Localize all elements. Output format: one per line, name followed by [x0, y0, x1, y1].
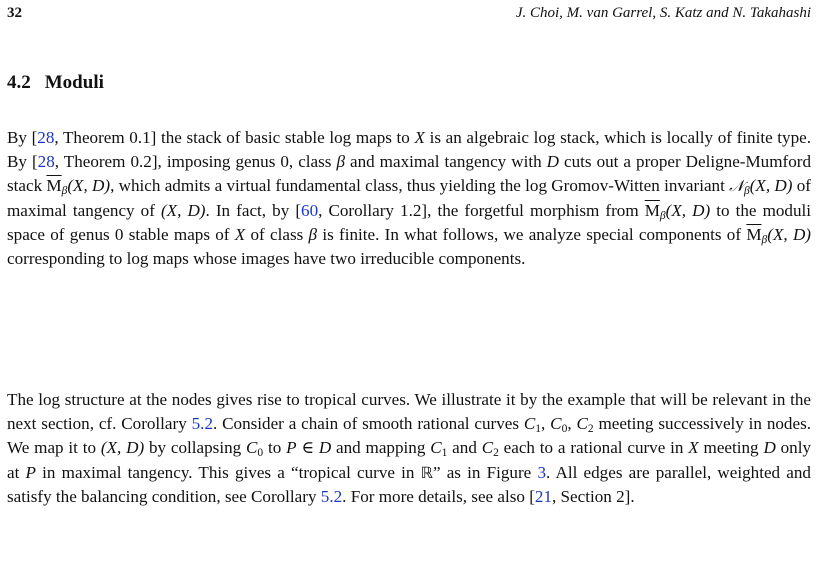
corollary-link[interactable]: 5.2 [320, 486, 343, 506]
math-symbol: (X, D) [665, 200, 711, 220]
math-subscript: 0 [257, 447, 264, 460]
figure-link[interactable]: 3 [537, 462, 546, 482]
text-run: . All edges are parallel, weighted and satisfy the balancing condition, see Corollary [7, 462, 811, 506]
text-run: of class [245, 224, 309, 244]
citation-link[interactable]: 28 [37, 152, 55, 172]
math-operator: ∈ [301, 438, 315, 458]
paragraph-tropical-curves [7, 388, 811, 509]
paragraph-moduli [7, 126, 811, 271]
math-symbol: C [550, 414, 562, 434]
math-symbol: (X, D) [67, 176, 111, 196]
text-run: corresponding to log maps whose images have two irreducible components. [7, 249, 526, 269]
text-run: , Theorem 0.1] the stack of basic stable log maps to [54, 128, 415, 147]
math-punct: , [567, 414, 572, 434]
math-symbol: D [546, 152, 559, 172]
text-run: to the moduli space of genus 0 stable maps of [7, 200, 812, 244]
text-run: and [447, 438, 482, 458]
math-symbol: C [430, 438, 442, 458]
text-run: By [ [7, 128, 38, 147]
math-subscript: β [744, 185, 750, 198]
math-symbol: (X, D) [160, 200, 206, 220]
section-number: 4.2 [7, 72, 31, 93]
text-run: and mapping [331, 438, 431, 458]
citation-link[interactable]: 60 [301, 200, 319, 220]
math-symbol: C [245, 438, 258, 458]
text-run: only at [7, 438, 812, 482]
math-symbol: C [523, 414, 536, 434]
text-run: , which admits a virtual fundamental class, thus yielding the log Gromov-Witten invariant [110, 176, 730, 196]
math-symbol: P [25, 462, 36, 482]
math-symbol: D [318, 438, 332, 458]
math-symbol: (X, D) [100, 438, 145, 458]
corollary-link[interactable]: 5.2 [191, 414, 213, 434]
math-subscript: 2 [493, 447, 499, 460]
running-head [7, 5, 811, 27]
text-run: to [263, 438, 287, 458]
section-title: Moduli [44, 72, 104, 93]
math-punct: , [541, 414, 546, 434]
math-subscript: 0 [561, 423, 568, 436]
text-run: . In fact, by [ [205, 200, 302, 220]
text-run: in maximal tangency. This gives a “tropical curve in [35, 462, 421, 482]
text-run: ” as in Figure [432, 462, 538, 482]
citation-link[interactable]: 21 [534, 486, 552, 506]
text-run: . Consider a chain of smooth rational curves [213, 414, 524, 434]
math-symbol: C [576, 414, 588, 434]
text-run: , Corollary 1.2], the forgetful morphism from [318, 200, 645, 220]
math-subscript: 1 [441, 447, 448, 460]
math-symbol: (X, D) [767, 224, 812, 244]
math-subscript: 2 [587, 423, 594, 436]
math-symbol: X [414, 128, 425, 147]
text-run: and maximal tangency with [344, 152, 547, 172]
citation-link[interactable]: 28 [37, 128, 55, 147]
math-symbol: D [763, 438, 776, 458]
text-run: by collapsing [144, 438, 246, 458]
running-head-authors: J. Choi, M. van Garrel, S. Katz and N. Takahashi [515, 5, 811, 21]
text-run: The log structure at the nodes gives rise to tropical curves. We illustrate it by the example that will be relevant in the next section, cf. Corollary [7, 390, 811, 434]
math-symbol: β [308, 224, 318, 244]
text-run: . For more details, see also [ [342, 486, 535, 506]
math-invariant-symbol: 𝒩 [729, 177, 744, 196]
math-subscript: β [61, 185, 68, 198]
text-run: is finite. In what follows, we analyze special components of [317, 224, 747, 244]
text-run: , Theorem 0.2], imposing genus 0, class [54, 152, 337, 172]
math-moduli-symbol: $\overline{M}$ [46, 176, 62, 196]
math-symbol: C [481, 438, 494, 458]
math-reals-symbol: ℝ [420, 463, 433, 482]
math-symbol: X [688, 438, 699, 458]
text-run: each to a rational curve in [498, 438, 689, 458]
text-run: of maximal tangency of [7, 176, 811, 220]
page-number: 32 [7, 5, 22, 21]
math-subscript: β [761, 233, 768, 246]
math-subscript: β [659, 209, 666, 222]
text-run: cuts out a proper Deligne-Mumford stack [7, 152, 811, 196]
text-run: is an algebraic log stack, which is locally of finite type. By [ [7, 128, 811, 172]
math-subscript: 1 [535, 423, 542, 436]
math-symbol: β [336, 152, 345, 172]
math-symbol: (X, D) [749, 176, 793, 196]
math-moduli-symbol: $\overline{M}$ [644, 200, 660, 220]
text-run: meeting [698, 438, 764, 458]
section-heading [7, 72, 104, 94]
text-run: , Section 2]. [551, 486, 635, 506]
text-run: meeting successively in nodes. We map it to [7, 414, 811, 458]
math-symbol: P [286, 438, 297, 458]
math-symbol: X [234, 224, 246, 244]
math-moduli-symbol: $\overline{M}$ [746, 224, 762, 244]
